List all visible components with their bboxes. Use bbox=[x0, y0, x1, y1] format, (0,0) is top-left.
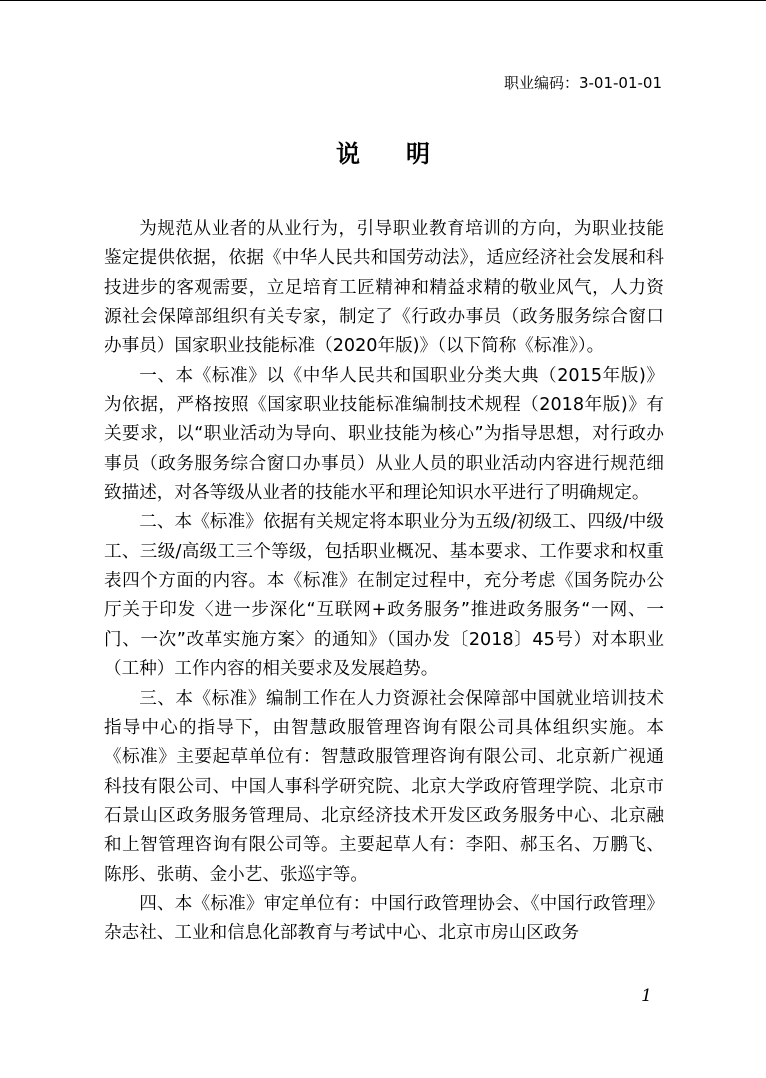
intro-paragraph: 为规范从业者的从业行为，引导职业教育培训的方向，为职业技能鉴定提供依据，依据《中华人民共和国劳动法》，适应经济社会发展和科技进步的客观需要，立足培育工匠精神和精益求精的敬业风气，人力资源社会保障部组织有关专家，制定了《行政办事员（政务服务综合窗口办事员）国家职业技能标准（2020年版)》（以下简称《标准》）。 bbox=[104, 219, 664, 357]
occupation-code: 职业编码：3-01-01-01 bbox=[503, 74, 662, 92]
paragraph-section-3: 三、本《标准》编制工作在人力资源社会保障部中国就业培训技术指导中心的指导下，由智慧政服管理咨询有限公司具体组织实施。本《标准》主要起草单位有：智慧政服管理咨询有限公司、北京新广视通科技有限公司、中国人事科学研究院、北京大学政府管理学院、北京市石景山区政务服务管理局、北京经济技术开发区政务服务中心、北京融和上智管理咨询有限公司等。主要起草人有：李阳、郝玉名、万鹏飞、陈彤、张萌、金小艺、张巡宇等。 bbox=[104, 688, 664, 885]
paragraph-section-2: 二、本《标准》依据有关规定将本职业分为五级/初级工、四级/中级工、三级/高级工三个等级，包括职业概况、基本要求、工作要求和权重表四个方面的内容。本《标准》在制定过程中，充分考虑《国务院办公厅关于印发〈进一步深化“互联网+政务服务”推进政务服务“一网、一门、一次”改革实施方案〉的通知》（国办发〔2018〕45号）对本职业（工种）工作内容的相关要求及发展趋势。 bbox=[104, 512, 664, 680]
page-title: 说明 bbox=[336, 140, 476, 168]
document-body bbox=[104, 215, 664, 949]
paragraph-section-4: 四、本《标准》审定单位有：中国行政管理协会、《中国行政管理》杂志社、工业和信息化部教育与考试中心、北京市房山区政务 bbox=[104, 893, 664, 944]
page-number: 1 bbox=[641, 986, 652, 1006]
paragraph-section-1: 一、本《标准》以《中华人民共和国职业分类大典（2015年版)》为依据，严格按照《国家职业技能标准编制技术规程（2018年版)》有关要求，以“职业活动为导向、职业技能为核心”为指导思想，对行政办事员（政务服务综合窗口办事员）从业人员的职业活动内容进行规范细致描述，对各等级从业者的技能水平和理论知识水平进行了明确规定。 bbox=[104, 365, 664, 504]
page-top-border bbox=[0, 0, 766, 1]
